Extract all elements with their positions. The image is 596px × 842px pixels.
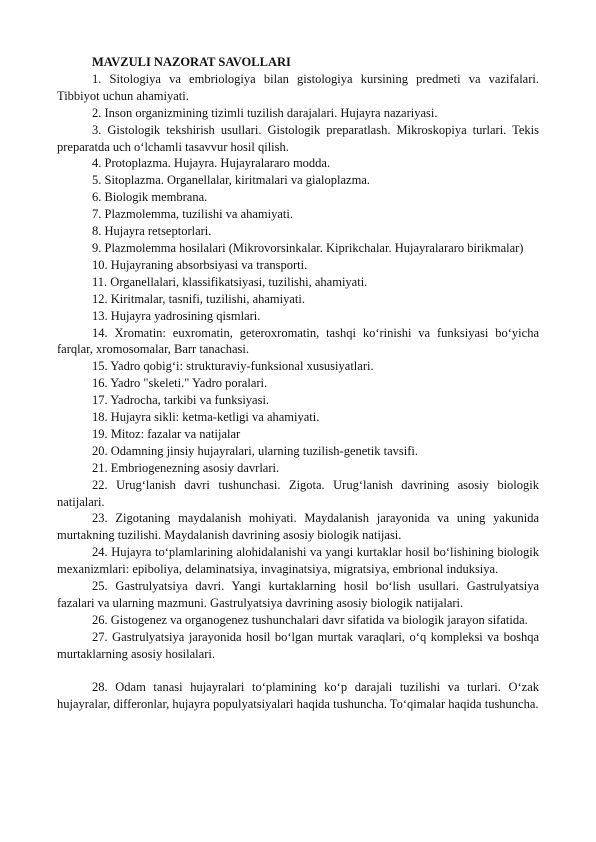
question-20: 20. Odamning jinsiy hujayralari, ularning tuzilish-genetik tavsifi.	[92, 443, 418, 458]
question-13: 13. Hujayra yadrosining qismlari.	[92, 308, 261, 323]
document-page	[57, 54, 539, 712]
question-18: 18. Hujayra sikli: ketma-ketligi va ahamiyati.	[92, 410, 320, 425]
question-26: 26. Gistogenez va organogenez tushunchalari davr sifatida va biologik jarayon sifatida.	[92, 612, 528, 627]
question-16: 16. Yadro "skeleti." Yadro poralari.	[92, 376, 268, 391]
question-7: 7. Plazmolemma, tuzilishi va ahamiyati.	[92, 207, 293, 222]
question-11: 11. Organellalari, klassifikatsiyasi, tuzilishi, ahamiyati.	[92, 274, 368, 289]
question-14: 14. Xromatin: euxromatin, geteroxromatin, tashqi ko‘rinishi va funksiyasi bo‘yicha farqlar, xromosomalar, Barr tanachasi.	[57, 325, 539, 357]
question-4: 4. Protoplazma. Hujayra. Hujayralararo modda.	[92, 156, 331, 171]
question-17: 17. Yadrocha, tarkibi va funksiyasi.	[92, 393, 270, 408]
question-22: 22. Urug‘lanish davri tushunchasi. Zigota. Urug‘lanish davrining asosiy biologik natijalari.	[57, 477, 539, 509]
question-6: 6. Biologik membrana.	[92, 190, 208, 205]
question-15: 15. Yadro qobig‘i: strukturaviy-funksional xususiyatlari.	[92, 359, 374, 374]
question-1: 1. Sitologiya va embriologiya bilan gistologiya kursining predmeti va vazifalari. Tibbiyot uchun ahamiyati.	[57, 71, 539, 103]
question-2: 2. Inson organizmining tizimli tuzilish darajalari. Hujayra nazariyasi.	[92, 105, 438, 120]
question-5: 5. Sitoplazma. Organellalar, kiritmalari va gialoplazma.	[92, 173, 370, 188]
question-23: 23. Zigotaning maydalanish mohiyati. Maydalanish jarayonida va uning yakunida murtakning tuzilishi. Maydalanish davrining asosiy biologik natijasi.	[57, 511, 539, 543]
question-27: 27. Gastrulyatsiya jarayonida hosil bo‘lgan murtak varaqlari, o‘q kompleksi va boshqa murtaklarning asosiy hosilalari.	[57, 629, 539, 661]
question-21: 21. Embriogenezning asosiy davrlari.	[92, 460, 280, 475]
question-28: 28. Odam tanasi hujayralari to‘plamining ko‘p darajali tuzilishi va turlari. O‘zak hujayralar, differonlar, hujayra populyatsiyalari haqida tushuncha. To‘qimalar haqida tushuncha.	[57, 679, 539, 711]
question-8: 8. Hujayra retseptorlari.	[92, 224, 212, 239]
question-9: 9. Plazmolemma hosilalari (Mikrovorsinkalar. Kiprikchalar. Hujayralararo birikmalar)	[92, 240, 524, 255]
document-title: MAVZULI NAZORAT SAVOLLARI	[92, 55, 291, 69]
question-25: 25. Gastrulyatsiya davri. Yangi kurtaklarning hosil bo‘lish usullari. Gastrulyatsiya fazalari va ularning mazmuni. Gastrulyatsiya davrining asosiy biologik natijalari.	[57, 579, 539, 610]
question-12: 12. Kiritmalar, tasnifi, tuzilishi, ahamiyati.	[92, 291, 305, 306]
question-24: 24. Hujayra to‘plamlarining alohidalanishi va yangi kurtaklar hosil bo‘lishining biologik mexanizmlari: epiboliya, delaminatsiya, invaginatsiya, migratsiya, embrional induksiya.	[57, 545, 539, 577]
question-19: 19. Mitoz: fazalar va natijalar	[92, 426, 241, 441]
question-3: 3. Gistologik tekshirish usullari. Gistologik preparatlash. Mikroskopiya turlari. Tekis preparatda uch o‘lchamli tasavvur hosil qilish.	[57, 122, 539, 154]
question-10: 10. Hujayraning absorbsiyasi va transporti.	[92, 257, 308, 272]
